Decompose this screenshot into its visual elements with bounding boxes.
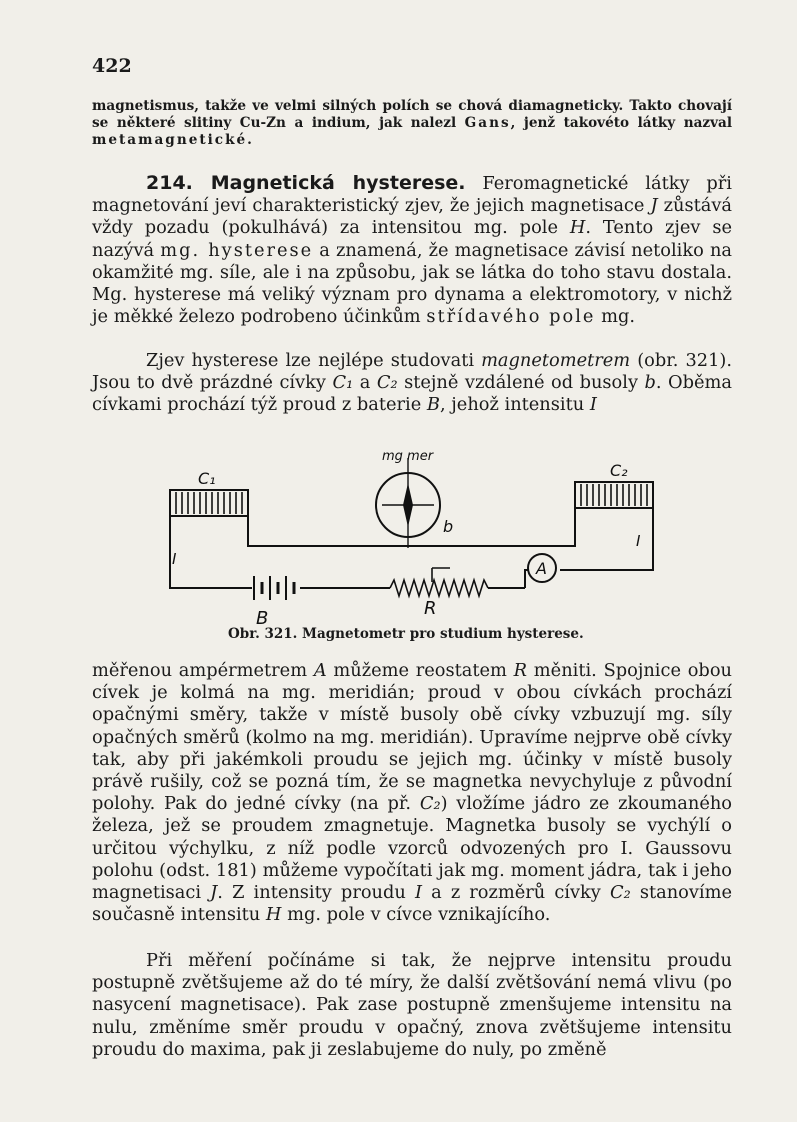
coil-c2: [575, 482, 653, 508]
label-battery: B: [256, 608, 269, 629]
p2-text-e: . Oběma cívkami prochází týž proud z baterie: [92, 372, 732, 416]
section-text-b: zůstává vždy pozadu (pokulhává) za intensitou mg. pole: [92, 195, 732, 239]
section-text-d: a znamená, že magnetisace závisí netoliko na okamžité mg. síle, ale i na způsobu, jak se látka do toho stavu dostala. Mg. hysterese má veliký význam pro dynama a elektromotory, v nichž je měkké železo podrobeno účinkům: [92, 239, 733, 328]
p2-text-a: Zjev hysterese lze nejlépe studovati: [146, 350, 482, 371]
symbol-J: J: [650, 195, 658, 217]
section-214: [92, 172, 732, 328]
p2-b: b: [644, 372, 656, 394]
p3-R: R: [513, 660, 528, 681]
p3-I: I: [414, 882, 422, 904]
paragraph-magnetometr: [92, 350, 732, 417]
rheostat-r: [390, 568, 488, 596]
page-number: 422: [92, 55, 132, 77]
p3-text-b: můžeme reostatem: [326, 660, 514, 681]
p3-text-a: měřenou ampérmetrem: [92, 660, 314, 681]
section-text-a: Feromagnetické látky při magnetování jeví charakteristický zjev, že jejich magnetisace: [92, 173, 732, 217]
p2-ital: magnetometrem: [481, 350, 631, 371]
intro-name: Gans: [464, 115, 511, 131]
p2-I: I: [589, 394, 597, 416]
p2-text-f: , jehož intensitu: [439, 394, 590, 416]
intro-text-a: magnetismus, takže ve velmi silných polích se chová diamagneticky. Takto chovají se některé slitiny Cu-Zn a indium, jak nalezl: [92, 98, 732, 131]
paragraph-measurement: [92, 660, 732, 926]
intro-text-c: .: [247, 132, 252, 148]
label-current-left: I: [172, 550, 177, 568]
symbol-H: H: [569, 217, 586, 239]
figure-321-diagram: [150, 440, 670, 640]
p2-text-b: (obr. 321). Jsou to dvě prázdné cívky: [92, 350, 732, 394]
p2-text-c: a: [353, 372, 377, 394]
p3-text-f: a z rozměrů cívky: [421, 882, 610, 904]
label-a: A: [536, 559, 547, 578]
p3-text-g: stanovíme současně intensitu: [92, 882, 732, 926]
label-rheostat: R: [424, 598, 437, 619]
section-text-c: . Tento zjev se nazývá: [92, 217, 732, 261]
p3-C2: C₂: [419, 793, 441, 815]
p3-J: J: [210, 882, 218, 904]
circuit-wires: [170, 508, 653, 588]
p3-text-h: mg. pole v cívce vznikajícího.: [281, 904, 551, 926]
label-b-compass: b: [443, 517, 454, 536]
label-c1: C₁: [198, 469, 216, 488]
p2-B: B: [426, 394, 440, 416]
term-hysterese: mg. hysterese: [160, 239, 314, 261]
p3-H: H: [265, 904, 282, 926]
p3-text-e: . Z intensity proudu: [217, 882, 415, 904]
intro-term: metamagnetické: [92, 132, 248, 148]
coil-c1: [170, 490, 248, 516]
label-current-right: I: [636, 532, 641, 550]
p2-text-d: stejně vzdálené od busoly: [397, 372, 645, 394]
figure-caption: Obr. 321. Magnetometr pro studium hysterese.: [228, 626, 584, 642]
label-c2: C₂: [610, 461, 628, 480]
p3-text-c: měniti. Spojnice obou cívek je kolmá na mg. meridián; proud v obou cívkách prochází opačnými směry, takže v místě busoly obě cívky vzbuzují mg. síly opačných směrů (kolmo na mg. meridián). Upravíme nejprve obě cívky tak, aby při jakémkoli proudu se jejich mg. účinky v místě busoly právě rušily, což se pozná tím, že se magnetka nevychyluje z původní polohy. Pak do jedné cívky (na př.: [92, 660, 732, 815]
p3-C2b: C₂: [609, 882, 631, 904]
intro-text-b: , jenž takovéto látky nazval: [510, 115, 732, 131]
p2-C1: C₁: [332, 372, 354, 394]
section-heading: 214. Magnetická hysterese.: [146, 172, 466, 194]
intro-paragraph: [92, 98, 732, 149]
compass-b: [376, 458, 440, 548]
p3-text-d: ) vložíme jádro ze zkoumaného železa, jež se proudem zmagnetuje. Magnetka busoly se vychýlí o určitou výchylku, z níž podle vzorců odvozených pro I. Gaussovu polohu (odst. 181) můžeme vypočítati jak mg. moment jádra, tak i jeho magnetisaci: [92, 793, 732, 904]
label-mgmer: mg mer: [382, 449, 434, 464]
section-text-e: mg.: [595, 306, 635, 328]
p3-A: A: [313, 660, 327, 681]
paragraph-procedure: Při měření počínáme si tak, že nejprve intensitu proudu postupně zvětšujeme až do té míry, že další zvětšování nemá vlivu (po nasycení magnetisace). Pak zase postupně zmenšujeme intensitu na nulu, změníme směr proudu v opačný, znova zvětšujeme intensitu proudu do maxima, pak ji zeslabujeme do nuly, po změně: [92, 950, 732, 1060]
term-stridaveho: střídavého pole: [426, 306, 596, 328]
battery-b: [254, 576, 294, 600]
p2-C2: C₂: [376, 372, 398, 394]
